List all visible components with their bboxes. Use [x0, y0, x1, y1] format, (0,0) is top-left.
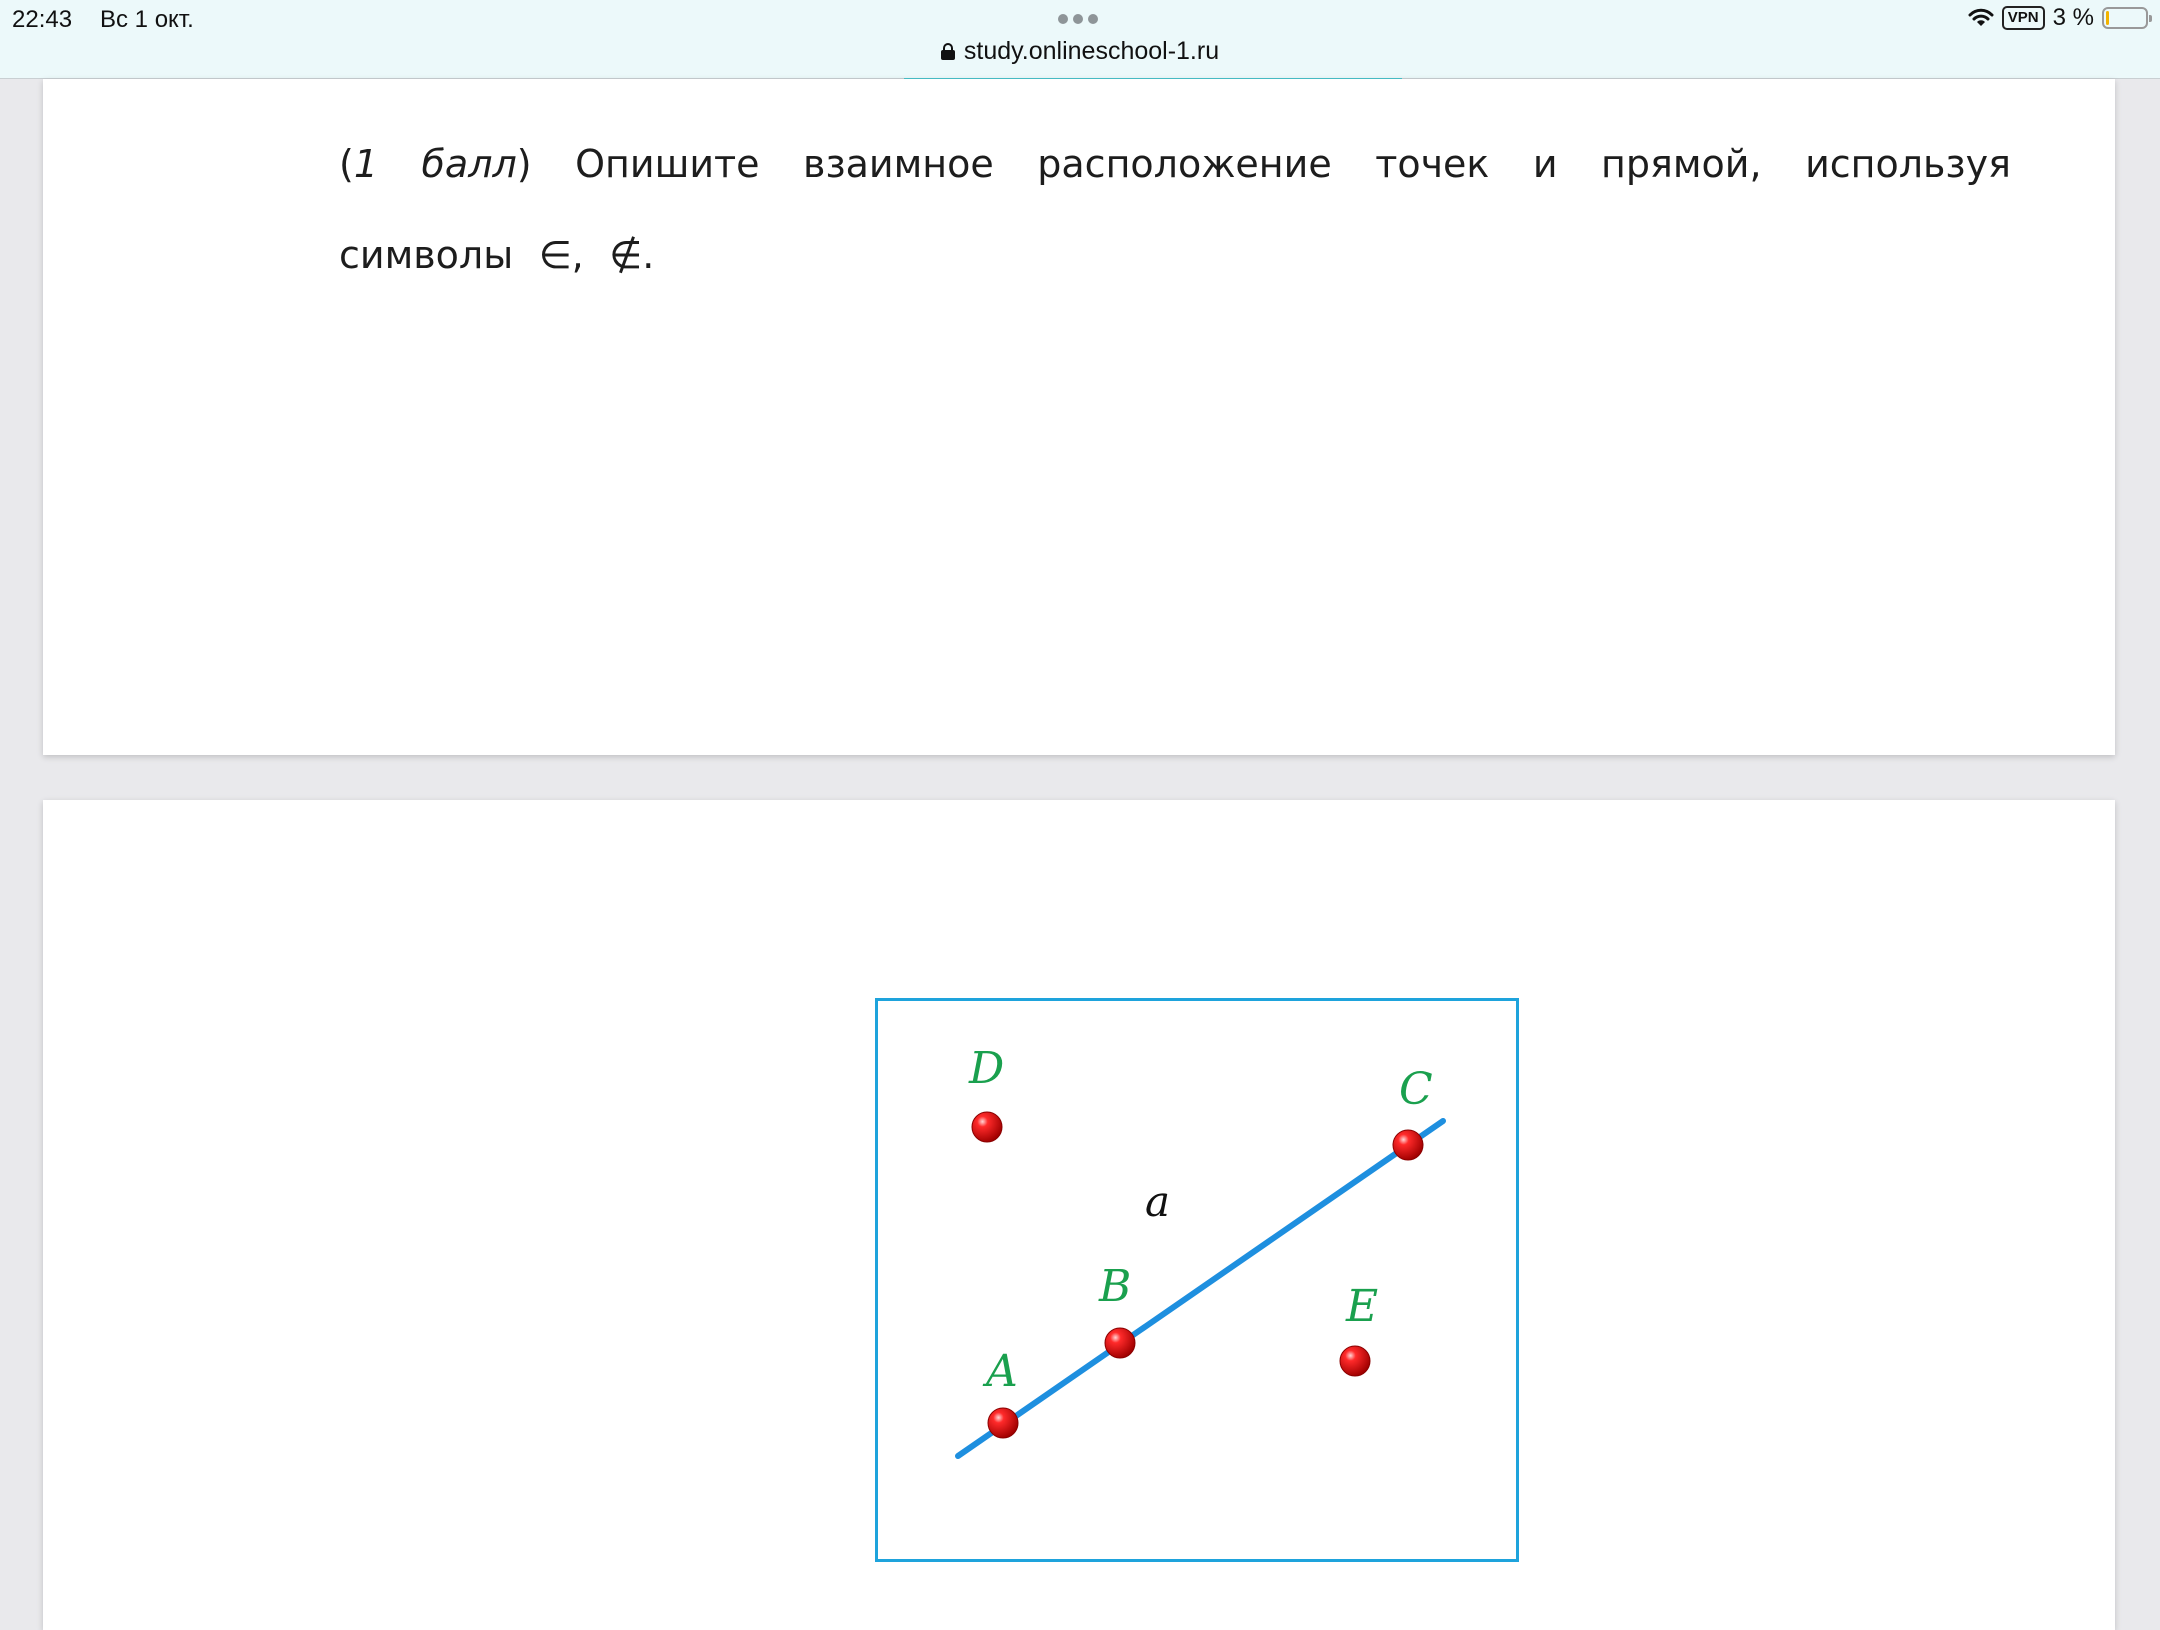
figure-card: [43, 800, 2115, 1630]
browser-top-bar: [0, 0, 2160, 79]
question-body: Опишите взаимное расположение точек и прямой, используя символы ∈, ∉.: [339, 142, 2011, 277]
more-dots-icon[interactable]: [1058, 14, 1098, 24]
point-b: [1105, 1328, 1135, 1358]
status-date: Вс 1 окт.: [100, 6, 194, 33]
geometry-figure: [875, 998, 1519, 1562]
wifi-icon: [1968, 8, 1994, 28]
question-card: [43, 79, 2115, 755]
vpn-icon: VPN: [2002, 6, 2045, 30]
line-label-a: a: [1145, 1177, 1171, 1226]
point-c: [1393, 1130, 1423, 1160]
point-e: [1340, 1346, 1370, 1376]
question-text: (1 балл) Опишите взаимное расположение точек и прямой, используя символы ∈, ∉.: [339, 142, 2011, 277]
point-label-a: A: [986, 1346, 1018, 1397]
question-points: 1 балл: [353, 142, 517, 186]
address-text: study.onlineschool-1.ru: [963, 37, 1220, 65]
figure-svg: [875, 998, 1519, 1562]
point-d: [972, 1112, 1002, 1142]
battery-percent: 3 %: [2052, 4, 2094, 31]
battery-icon: [2102, 7, 2148, 29]
status-time: 22:43: [12, 6, 73, 33]
status-indicators: [1968, 4, 2148, 32]
address-bar[interactable]: [0, 37, 2160, 66]
point-label-d: D: [969, 1043, 1005, 1094]
point-label-e: E: [1346, 1281, 1379, 1332]
point-label-c: C: [1399, 1064, 1433, 1115]
point-label-b: B: [1099, 1261, 1132, 1312]
lock-icon: [941, 43, 955, 60]
point-a: [988, 1408, 1018, 1438]
